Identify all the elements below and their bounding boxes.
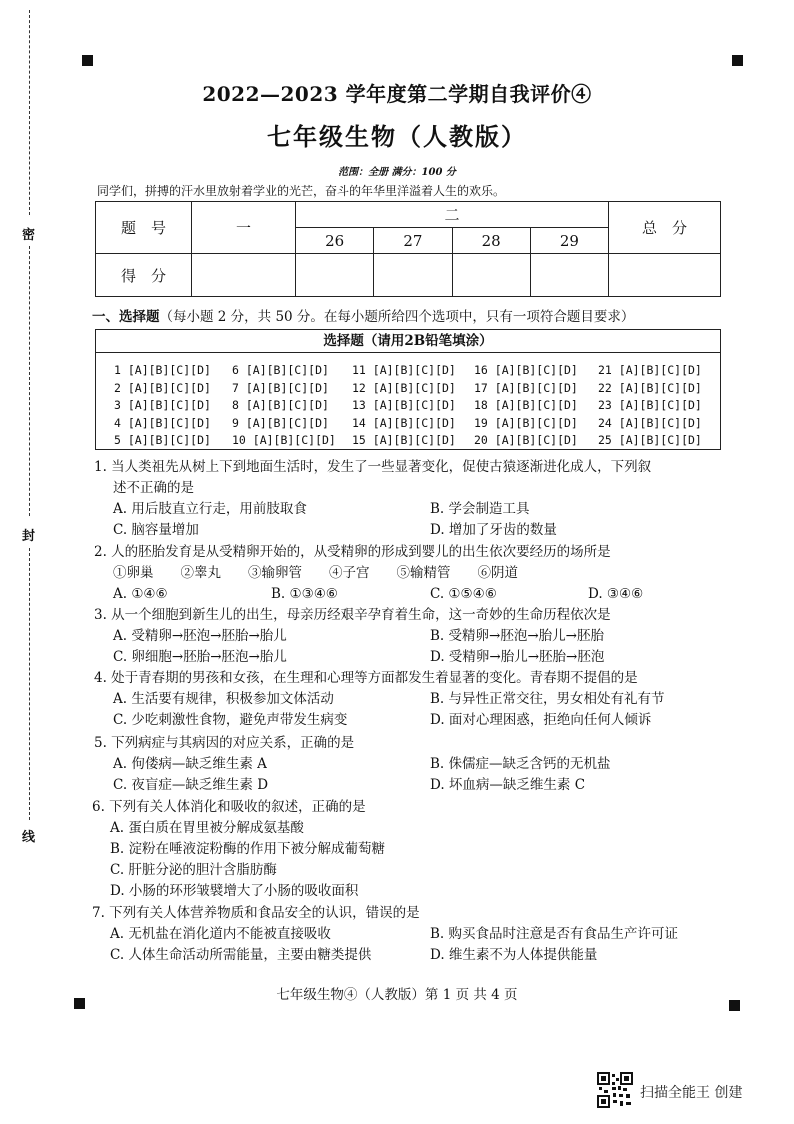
answer-column-2[interactable]: 6 [A][B][C][D] 7 [A][B][C][D] 8 [A][B][C][D] 9 [A][B][C][D] 10 [A][B][C][D] xyxy=(232,363,336,448)
question-3-option-a: A. 受精卵→胚泡→胚胎→胎儿 xyxy=(113,628,287,644)
score-table-section-one: 一 xyxy=(192,202,296,254)
question-3-stem: 3. 从一个细胞到新生儿的出生，母亲历经艰辛孕育着生命，这一奇妙的生命历程依次是 xyxy=(94,607,611,623)
score-table-col-26: 26 xyxy=(296,228,374,254)
question-2-option-b: B. ①③④⑥ xyxy=(271,586,338,602)
exam-scope: 范围：全册 满分：100 分 xyxy=(338,167,456,178)
question-2-option-a: A. ①④⑥ xyxy=(113,586,168,602)
score-table-score-label: 得 分 xyxy=(96,254,192,297)
question-4-option-a: A. 生活要有规律，积极参加文体活动 xyxy=(113,691,334,707)
question-2-stem: 2. 人的胚胎发育是从受精卵开始的，从受精卵的形成到婴儿的出生依次要经历的场所是 xyxy=(94,544,611,560)
question-7-option-d: D. 维生素不为人体提供能量 xyxy=(430,947,598,963)
answer-column-3[interactable]: 11 [A][B][C][D] 12 [A][B][C][D] 13 [A][B][C][D] 14 [A][B][C][D] 15 [A][B][C][D] xyxy=(352,363,456,448)
score-cell-26 xyxy=(296,254,374,297)
question-7-option-b: B. 购买食品时注意是否有食品生产许可证 xyxy=(430,926,679,942)
answer-column-5[interactable]: 21 [A][B][C][D] 22 [A][B][C][D] 23 [A][B][C][D] 24 [A][B][C][D] 25 [A][B][C][D] xyxy=(598,363,702,448)
registration-mark-top-left xyxy=(82,55,93,66)
question-1-stem: 1. 当人类祖先从树上下到地面生活时，发生了一些显著变化，促使古猿逐渐进化成人，下列叙 xyxy=(94,459,652,475)
score-table-col-27: 27 xyxy=(374,228,452,254)
question-1-option-d: D. 增加了牙齿的数量 xyxy=(430,522,557,538)
question-7-stem: 7. 下列有关人体营养物质和食品安全的认识，错误的是 xyxy=(92,905,420,921)
answer-column-4[interactable]: 16 [A][B][C][D] 17 [A][B][C][D] 18 [A][B][C][D] 19 [A][B][C][D] 20 [A][B][C][D] xyxy=(474,363,578,448)
answer-sheet-box xyxy=(95,329,721,450)
question-4-option-c: C. 少吃刺激性食物，避免声带发生病变 xyxy=(113,712,348,728)
question-3-option-b: B. 受精卵→胚泡→胎儿→胚胎 xyxy=(430,628,604,644)
question-6-option-a: A. 蛋白质在胃里被分解成氨基酸 xyxy=(110,820,304,836)
exam-title: 2022—2023 学年度第二学期自我评价④ xyxy=(202,82,592,106)
question-2-option-c: C. ①⑤④⑥ xyxy=(430,586,497,602)
score-table-section-two: 二 xyxy=(296,202,609,228)
score-table-total-label: 总 分 xyxy=(609,202,721,254)
question-6-option-d: D. 小肠的环形皱襞增大了小肠的吸收面积 xyxy=(110,883,359,899)
score-table-question-label: 题 号 xyxy=(96,202,192,254)
score-table-col-28: 28 xyxy=(452,228,530,254)
question-6-stem: 6. 下列有关人体消化和吸收的叙述，正确的是 xyxy=(92,799,366,815)
score-table xyxy=(95,201,721,297)
question-5-stem: 5. 下列病症与其病因的对应关系，正确的是 xyxy=(94,735,355,751)
question-3-option-c: C. 卵细胞→胚胎→胚泡→胎儿 xyxy=(113,649,287,665)
question-4-option-d: D. 面对心理困惑，拒绝向任何人倾诉 xyxy=(430,712,652,728)
question-1-stem-cont: 述不正确的是 xyxy=(113,480,194,496)
exam-subtitle: 七年级生物（人教版） xyxy=(267,122,527,151)
question-2-items: ①卵巢 ②睾丸 ③输卵管 ④子宫 ⑤输精管 ⑥阴道 xyxy=(113,565,518,581)
page-footer: 七年级生物④（人教版）第 1 页 共 4 页 xyxy=(276,987,518,1003)
score-cell-total xyxy=(609,254,721,297)
question-5-option-c: C. 夜盲症—缺乏维生素 D xyxy=(113,777,269,793)
question-7-option-a: A. 无机盐在消化道内不能被直接吸收 xyxy=(110,926,331,942)
question-4-stem: 4. 处于青春期的男孩和女孩，在生理和心理等方面都发生着显著的变化。青春期不提倡的是 xyxy=(94,670,638,686)
binding-char-xian: 线 xyxy=(22,830,36,845)
section-one-title: 一、选择题 xyxy=(92,309,160,325)
question-2-option-d: D. ③④⑥ xyxy=(588,586,644,602)
answer-column-1[interactable]: 1 [A][B][C][D] 2 [A][B][C][D] 3 [A][B][C][D] 4 [A][B][C][D] 5 [A][B][C][D] xyxy=(114,363,211,448)
section-one-instructions: （每小题 2 分，共 50 分。在每小题所给四个选项中，只有一项符合题目要求） xyxy=(159,309,635,325)
score-cell-28 xyxy=(452,254,530,297)
question-1-option-c: C. 脑容量增加 xyxy=(113,522,199,538)
scanner-watermark: 扫描全能王 创建 xyxy=(640,1085,743,1101)
score-cell-29 xyxy=(530,254,608,297)
question-6-option-b: B. 淀粉在唾液淀粉酶的作用下被分解成葡萄糖 xyxy=(110,841,386,857)
binding-char-feng: 封 xyxy=(22,529,36,544)
binding-char-mi: 密 xyxy=(22,228,36,243)
question-5-option-a: A. 佝偻病—缺乏维生素 A xyxy=(113,756,267,772)
question-6-option-c: C. 肝脏分泌的胆汁含脂肪酶 xyxy=(110,862,277,878)
question-4-option-b: B. 与异性正常交往，男女相处有礼有节 xyxy=(430,691,665,707)
score-cell-27 xyxy=(374,254,452,297)
score-cell-one xyxy=(192,254,296,297)
answer-sheet-title: 选择题（请用2B铅笔填涂） xyxy=(96,330,720,353)
qr-code-icon xyxy=(597,1072,633,1108)
score-table-col-29: 29 xyxy=(530,228,608,254)
question-7-option-c: C. 人体生命活动所需能量，主要由糖类提供 xyxy=(110,947,372,963)
question-1-option-a: A. 用后肢直立行走，用前肢取食 xyxy=(113,501,307,517)
question-5-option-b: B. 侏儒症—缺乏含钙的无机盐 xyxy=(430,756,611,772)
question-1-option-b: B. 学会制造工具 xyxy=(430,501,530,517)
section-one-header xyxy=(92,305,634,325)
question-3-option-d: D. 受精卵→胎儿→胚胎→胚泡 xyxy=(430,649,605,665)
question-5-option-d: D. 坏血病—缺乏维生素 C xyxy=(430,777,586,793)
motto-line: 同学们，拼搏的汗水里放射着学业的光芒，奋斗的年华里洋溢着人生的欢乐。 xyxy=(97,184,506,198)
registration-mark-top-right xyxy=(732,55,743,66)
